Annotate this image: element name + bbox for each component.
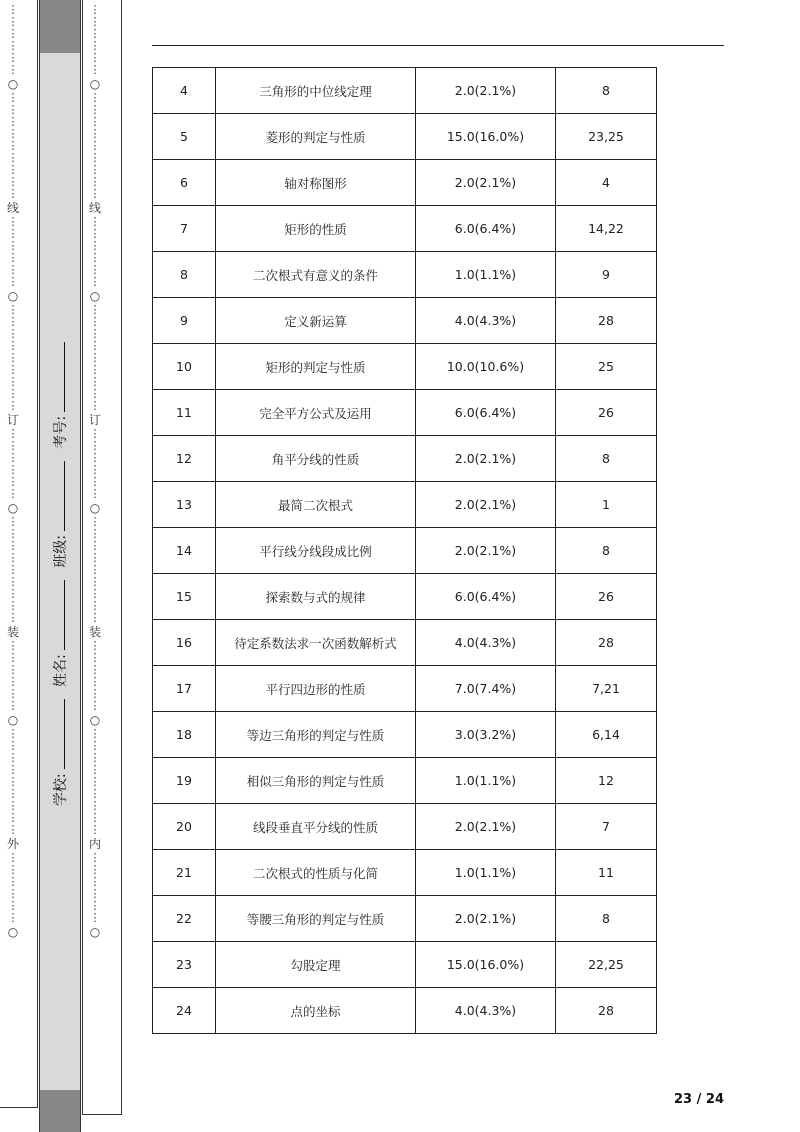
table-row: [153, 252, 657, 298]
seal-circle-icon: ○: [7, 501, 19, 515]
row-number-cell: 12: [153, 436, 216, 482]
knowledge-point-cell: 线段垂直平分线的性质: [216, 804, 416, 850]
row-number-cell: 15: [153, 574, 216, 620]
seal-dots: ⋮: [7, 115, 19, 128]
seal-dots: ⋮: [89, 551, 101, 564]
school-blank[interactable]: [54, 699, 65, 769]
table-row: [153, 528, 657, 574]
seal-dots: ⋮: [7, 303, 19, 316]
outer-seal-char: 线: [6, 201, 19, 215]
knowledge-point-cell: 定义新运算: [216, 298, 416, 344]
seal-dots: ⋮: [7, 387, 19, 400]
inner-seal-char: 装: [88, 625, 101, 639]
seal-dots: ⋮: [7, 363, 19, 376]
seal-dots: ⋮: [89, 563, 101, 576]
row-number-cell: 4: [153, 68, 216, 114]
knowledge-point-cell: 等腰三角形的判定与性质: [216, 896, 416, 942]
table-row: [153, 942, 657, 988]
name-blank[interactable]: [54, 580, 65, 650]
question-numbers-cell: 6,14: [556, 712, 657, 758]
table-row: [153, 574, 657, 620]
seal-dots: ⋮: [89, 251, 101, 264]
row-number-cell: 21: [153, 850, 216, 896]
knowledge-point-cell: 平行四边形的性质: [216, 666, 416, 712]
seal-dots: ⋮: [89, 487, 101, 500]
table-row: [153, 482, 657, 528]
seal-dots: ⋮: [89, 751, 101, 764]
seal-dots: ⋮: [7, 699, 19, 712]
seal-dots: ⋮: [7, 427, 19, 440]
seal-dots: ⋮: [7, 15, 19, 28]
inner-seal-line: [88, 4, 102, 940]
seal-dots: ⋮: [89, 911, 101, 924]
question-numbers-cell: 8: [556, 528, 657, 574]
seal-dots: ⋮: [89, 851, 101, 864]
table-row: [153, 68, 657, 114]
row-number-cell: 5: [153, 114, 216, 160]
seal-dots: ⋮: [89, 763, 101, 776]
score-percentage-cell: 2.0(2.1%): [416, 896, 556, 942]
seal-dots: ⋮: [7, 887, 19, 900]
seal-dots: ⋮: [89, 275, 101, 288]
knowledge-point-cell: 平行线分线段成比例: [216, 528, 416, 574]
seal-dots: ⋮: [89, 399, 101, 412]
seal-dots: ⋮: [89, 3, 101, 16]
seal-dots: ⋮: [89, 611, 101, 624]
knowledge-point-cell: 矩形的性质: [216, 206, 416, 252]
knowledge-point-cell: 相似三角形的判定与性质: [216, 758, 416, 804]
seal-dots: ⋮: [7, 851, 19, 864]
seal-dots: ⋮: [89, 639, 101, 652]
seal-dots: ⋮: [89, 887, 101, 900]
seal-dots: ⋮: [7, 687, 19, 700]
question-numbers-cell: 11: [556, 850, 657, 896]
seal-dots: ⋮: [7, 215, 19, 228]
seal-dots: ⋮: [7, 63, 19, 76]
page-number: 23 / 24: [674, 1092, 724, 1107]
seal-dots: ⋮: [89, 539, 101, 552]
knowledge-point-cell: 轴对称图形: [216, 160, 416, 206]
score-percentage-cell: 1.0(1.1%): [416, 758, 556, 804]
seal-dots: ⋮: [89, 387, 101, 400]
seal-dots: ⋮: [89, 51, 101, 64]
seal-circle-icon: ○: [89, 501, 101, 515]
seal-dots: ⋮: [7, 103, 19, 116]
score-percentage-cell: 2.0(2.1%): [416, 804, 556, 850]
seal-dots: ⋮: [7, 127, 19, 140]
seal-dots: ⋮: [89, 127, 101, 140]
table-row: [153, 758, 657, 804]
score-percentage-cell: 10.0(10.6%): [416, 344, 556, 390]
seal-dots: ⋮: [89, 823, 101, 836]
knowledge-point-cell: 矩形的判定与性质: [216, 344, 416, 390]
knowledge-point-cell: 勾股定理: [216, 942, 416, 988]
score-percentage-cell: 2.0(2.1%): [416, 482, 556, 528]
seal-dots: ⋮: [89, 463, 101, 476]
seal-dots: ⋮: [7, 315, 19, 328]
exam-number-blank[interactable]: [54, 342, 65, 412]
question-numbers-cell: 1: [556, 482, 657, 528]
seal-dots: ⋮: [7, 863, 19, 876]
strip-left-line: [39, 0, 40, 1132]
table-row: [153, 988, 657, 1034]
score-percentage-cell: 1.0(1.1%): [416, 850, 556, 896]
seal-dots: ⋮: [7, 663, 19, 676]
strip-right-line: [80, 0, 81, 1132]
seal-dots: ⋮: [7, 239, 19, 252]
score-percentage-cell: 4.0(4.3%): [416, 620, 556, 666]
table-row: [153, 390, 657, 436]
seal-circle-icon: ○: [89, 77, 101, 91]
seal-dots: ⋮: [7, 539, 19, 552]
question-numbers-cell: 22,25: [556, 942, 657, 988]
seal-dots: ⋮: [89, 663, 101, 676]
seal-circle-icon: ○: [7, 77, 19, 91]
seal-dots: ⋮: [89, 427, 101, 440]
row-number-cell: 24: [153, 988, 216, 1034]
seal-dots: ⋮: [7, 651, 19, 664]
seal-dots: ⋮: [7, 515, 19, 528]
row-number-cell: 10: [153, 344, 216, 390]
question-numbers-cell: 28: [556, 988, 657, 1034]
score-percentage-cell: 15.0(16.0%): [416, 114, 556, 160]
table-row: [153, 804, 657, 850]
seal-dots: ⋮: [7, 487, 19, 500]
seal-dots: ⋮: [89, 91, 101, 104]
knowledge-point-table: [152, 67, 657, 1034]
seal-circle-icon: ○: [7, 289, 19, 303]
score-percentage-cell: 3.0(3.2%): [416, 712, 556, 758]
seal-dots: ⋮: [7, 439, 19, 452]
table-row: [153, 298, 657, 344]
question-numbers-cell: 7: [556, 804, 657, 850]
seal-dots: ⋮: [89, 239, 101, 252]
question-numbers-cell: 8: [556, 436, 657, 482]
score-percentage-cell: 2.0(2.1%): [416, 68, 556, 114]
outer-seal-char: 装: [6, 625, 19, 639]
table-row: [153, 114, 657, 160]
seal-dots: ⋮: [89, 63, 101, 76]
score-percentage-cell: 6.0(6.4%): [416, 206, 556, 252]
seal-dots: ⋮: [89, 699, 101, 712]
row-number-cell: 13: [153, 482, 216, 528]
seal-dots: ⋮: [7, 911, 19, 924]
seal-dots: ⋮: [7, 587, 19, 600]
seal-dots: ⋮: [7, 51, 19, 64]
seal-circle-icon: ○: [89, 925, 101, 939]
row-number-cell: 11: [153, 390, 216, 436]
row-number-cell: 23: [153, 942, 216, 988]
seal-dots: ⋮: [89, 27, 101, 40]
seal-circle-icon: ○: [7, 713, 19, 727]
seal-dots: ⋮: [89, 575, 101, 588]
question-numbers-cell: 25: [556, 344, 657, 390]
seal-dots: ⋮: [7, 823, 19, 836]
seal-dots: ⋮: [7, 251, 19, 264]
row-number-cell: 20: [153, 804, 216, 850]
strip-top-block: [39, 0, 81, 53]
seal-dots: ⋮: [7, 563, 19, 576]
seal-dots: ⋮: [7, 727, 19, 740]
seal-dots: ⋮: [89, 687, 101, 700]
seal-dots: ⋮: [7, 763, 19, 776]
seal-dots: ⋮: [7, 739, 19, 752]
seal-dots: ⋮: [89, 875, 101, 888]
seal-dots: ⋮: [7, 151, 19, 164]
question-numbers-cell: 7,21: [556, 666, 657, 712]
seal-dots: ⋮: [89, 439, 101, 452]
seal-dots: ⋮: [7, 775, 19, 788]
seal-dots: ⋮: [7, 139, 19, 152]
seal-dots: ⋮: [7, 787, 19, 800]
knowledge-point-cell: 完全平方公式及运用: [216, 390, 416, 436]
question-numbers-cell: 8: [556, 896, 657, 942]
inner-seal-char: 线: [88, 201, 101, 215]
question-numbers-cell: 26: [556, 574, 657, 620]
seal-dots: ⋮: [89, 115, 101, 128]
row-number-cell: 17: [153, 666, 216, 712]
score-percentage-cell: 4.0(4.3%): [416, 988, 556, 1034]
seal-dots: ⋮: [89, 527, 101, 540]
outer-seal-char: 订: [6, 413, 19, 427]
knowledge-point-cell: 角平分线的性质: [216, 436, 416, 482]
seal-dots: ⋮: [7, 799, 19, 812]
seal-dots: ⋮: [89, 175, 101, 188]
seal-dots: ⋮: [7, 351, 19, 364]
seal-dots: ⋮: [7, 227, 19, 240]
table-row: [153, 160, 657, 206]
question-numbers-cell: 12: [556, 758, 657, 804]
score-percentage-cell: 6.0(6.4%): [416, 390, 556, 436]
name-label: 姓名:: [53, 654, 69, 687]
table-row: [153, 206, 657, 252]
seal-dots: ⋮: [89, 315, 101, 328]
seal-dots: ⋮: [7, 339, 19, 352]
outer-seal-line: [6, 4, 20, 940]
seal-dots: ⋮: [7, 375, 19, 388]
school-label: 学校:: [53, 773, 69, 807]
table-row: [153, 436, 657, 482]
row-number-cell: 18: [153, 712, 216, 758]
seal-dots: ⋮: [7, 91, 19, 104]
seal-dots: ⋮: [7, 3, 19, 16]
seal-circle-icon: ○: [7, 925, 19, 939]
seal-dots: ⋮: [89, 451, 101, 464]
seal-dots: ⋮: [89, 375, 101, 388]
question-numbers-cell: 4: [556, 160, 657, 206]
seal-dots: ⋮: [7, 175, 19, 188]
row-number-cell: 6: [153, 160, 216, 206]
row-number-cell: 8: [153, 252, 216, 298]
question-numbers-cell: 26: [556, 390, 657, 436]
seal-dots: ⋮: [89, 799, 101, 812]
row-number-cell: 22: [153, 896, 216, 942]
seal-dots: ⋮: [7, 599, 19, 612]
knowledge-point-cell: 等边三角形的判定与性质: [216, 712, 416, 758]
seal-dots: ⋮: [7, 163, 19, 176]
seal-circle-icon: ○: [89, 289, 101, 303]
score-percentage-cell: 1.0(1.1%): [416, 252, 556, 298]
seal-dots: ⋮: [89, 651, 101, 664]
table-row: [153, 896, 657, 942]
score-percentage-cell: 4.0(4.3%): [416, 298, 556, 344]
question-numbers-cell: 9: [556, 252, 657, 298]
knowledge-point-cell: 探索数与式的规律: [216, 574, 416, 620]
class-label: 班级:: [53, 535, 69, 568]
seal-dots: ⋮: [7, 551, 19, 564]
inner-seal-char: 内: [88, 837, 101, 851]
table-row: [153, 344, 657, 390]
score-percentage-cell: 2.0(2.1%): [416, 160, 556, 206]
seal-dots: ⋮: [89, 787, 101, 800]
class-blank[interactable]: [54, 461, 65, 531]
question-numbers-cell: 28: [556, 620, 657, 666]
seal-dots: ⋮: [7, 675, 19, 688]
seal-dots: ⋮: [7, 639, 19, 652]
score-percentage-cell: 6.0(6.4%): [416, 574, 556, 620]
seal-dots: ⋮: [89, 339, 101, 352]
question-numbers-cell: 23,25: [556, 114, 657, 160]
row-number-cell: 7: [153, 206, 216, 252]
seal-dots: ⋮: [89, 215, 101, 228]
seal-dots: ⋮: [7, 187, 19, 200]
seal-dots: ⋮: [89, 775, 101, 788]
seal-dots: ⋮: [89, 727, 101, 740]
seal-dots: ⋮: [7, 575, 19, 588]
score-percentage-cell: 7.0(7.4%): [416, 666, 556, 712]
seal-dots: ⋮: [7, 27, 19, 40]
outer-seal-char: 外: [6, 837, 19, 851]
seal-dots: ⋮: [89, 739, 101, 752]
question-numbers-cell: 28: [556, 298, 657, 344]
student-info-fields: [42, 60, 78, 1080]
seal-dots: ⋮: [7, 463, 19, 476]
seal-dots: ⋮: [7, 611, 19, 624]
header-rule: [152, 45, 724, 46]
score-percentage-cell: 2.0(2.1%): [416, 436, 556, 482]
score-percentage-cell: 15.0(16.0%): [416, 942, 556, 988]
seal-dots: ⋮: [89, 599, 101, 612]
seal-dots: ⋮: [89, 15, 101, 28]
row-number-cell: 19: [153, 758, 216, 804]
seal-dots: ⋮: [7, 811, 19, 824]
knowledge-point-cell: 点的坐标: [216, 988, 416, 1034]
score-percentage-cell: 2.0(2.1%): [416, 528, 556, 574]
knowledge-point-cell: 二次根式有意义的条件: [216, 252, 416, 298]
inner-seal-char: 订: [88, 413, 101, 427]
knowledge-point-cell: 菱形的判定与性质: [216, 114, 416, 160]
table-row: [153, 620, 657, 666]
seal-dots: ⋮: [89, 103, 101, 116]
seal-dots: ⋮: [89, 163, 101, 176]
seal-dots: ⋮: [89, 139, 101, 152]
seal-dots: ⋮: [89, 39, 101, 52]
seal-dots: ⋮: [89, 363, 101, 376]
question-numbers-cell: 14,22: [556, 206, 657, 252]
seal-dots: ⋮: [89, 327, 101, 340]
seal-dots: ⋮: [89, 587, 101, 600]
seal-dots: ⋮: [7, 527, 19, 540]
seal-dots: ⋮: [89, 151, 101, 164]
seal-dots: ⋮: [7, 475, 19, 488]
row-number-cell: 9: [153, 298, 216, 344]
seal-dots: ⋮: [7, 275, 19, 288]
seal-dots: ⋮: [7, 875, 19, 888]
knowledge-point-cell: 二次根式的性质与化简: [216, 850, 416, 896]
question-numbers-cell: 8: [556, 68, 657, 114]
seal-dots: ⋮: [7, 39, 19, 52]
seal-dots: ⋮: [89, 187, 101, 200]
seal-dots: ⋮: [89, 675, 101, 688]
knowledge-point-cell: 三角形的中位线定理: [216, 68, 416, 114]
seal-dots: ⋮: [7, 399, 19, 412]
knowledge-point-cell: 待定系数法求一次函数解析式: [216, 620, 416, 666]
knowledge-point-cell: 最简二次根式: [216, 482, 416, 528]
seal-dots: ⋮: [89, 899, 101, 912]
strip-bottom-block: [39, 1090, 81, 1132]
seal-dots: ⋮: [89, 351, 101, 364]
seal-dots: ⋮: [89, 515, 101, 528]
table-row: [153, 712, 657, 758]
seal-dots: ⋮: [89, 863, 101, 876]
row-number-cell: 16: [153, 620, 216, 666]
seal-dots: ⋮: [89, 811, 101, 824]
seal-dots: ⋮: [89, 303, 101, 316]
seal-dots: ⋮: [89, 227, 101, 240]
seal-dots: ⋮: [7, 327, 19, 340]
exam-number-label: 考号:: [53, 415, 69, 449]
table-row: [153, 666, 657, 712]
seal-dots: ⋮: [89, 475, 101, 488]
seal-dots: ⋮: [7, 751, 19, 764]
seal-dots: ⋮: [7, 451, 19, 464]
seal-dots: ⋮: [7, 263, 19, 276]
seal-dots: ⋮: [89, 263, 101, 276]
table-row: [153, 850, 657, 896]
seal-circle-icon: ○: [89, 713, 101, 727]
seal-dots: ⋮: [7, 899, 19, 912]
row-number-cell: 14: [153, 528, 216, 574]
